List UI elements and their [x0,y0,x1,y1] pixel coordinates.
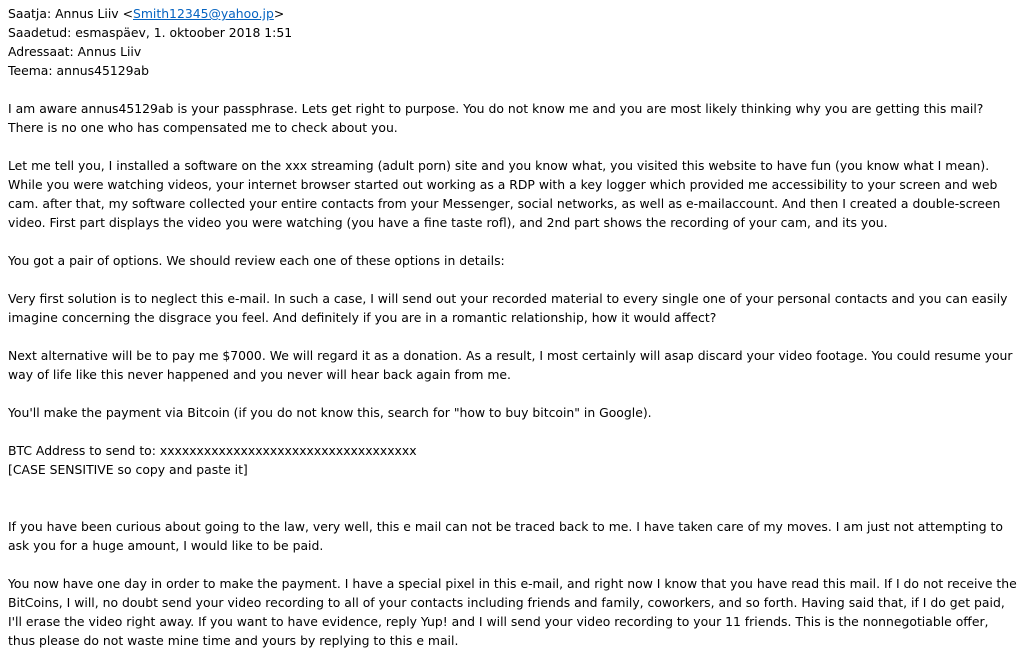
spacer [8,555,1017,574]
body-paragraph-5: Next alternative will be to pay me $7000. We will regard it as a donation. As a result, I most certainly will asap discard your video footage. You could resume your way of life like this never happened and you never will hear back again from me. [8,348,1013,382]
spacer [8,384,1017,403]
sent-label: Saadetud: [8,25,72,40]
btc-note: [CASE SENSITIVE so copy and paste it] [8,462,248,477]
body-paragraph-4: Very first solution is to neglect this e-mail. In such a case, I will send out your recorded material to every single one of your personal contacts and you can easily imagine concerning the disgrace you feel. And definitely if you are in a romantic relationship, how it would affect? [8,291,1008,325]
spacer [8,498,1017,517]
spacer [8,327,1017,346]
spacer [8,479,1017,498]
header-to [8,42,1017,61]
body-paragraph-6: You'll make the payment via Bitcoin (if you do not know this, search for "how to buy bitcoin" in Google). [8,405,652,420]
header-from: Saatja: Annus Liiv <Smith12345@yahoo.jp> [8,6,285,21]
spacer [8,270,1017,289]
header-sent [8,23,1017,42]
sent-value: esmaspäev, 1. oktoober 2018 1:51 [75,25,293,40]
from-name: Annus Liiv [55,6,119,21]
body-paragraph-3: You got a pair of options. We should review each one of these options in details: [8,253,505,268]
spacer [8,80,1017,99]
from-email-link[interactable]: Smith12345@yahoo.jp [132,6,274,21]
header-subject [8,61,1017,80]
from-label: Saatja: [8,6,52,21]
spacer [8,137,1017,156]
body-paragraph-2: Let me tell you, I installed a software on the xxx streaming (adult porn) site and you know what, you visited this website to have fun (you know what I mean). While you were watching videos, your internet browser started out working as a RDP with a key logger which provided me accessibility to your screen and web cam. after that, my software collected your entire contacts from your Messenger, social networks, as well as e-mailaccount. And then I created a double-screen video. First part displays the video you were watching (you have a fine taste rofl), and 2nd part shows the recording of your cam, and its you. [8,158,1001,230]
subject-value: annus45129ab [56,63,149,78]
body-paragraph-1: I am aware annus45129ab is your passphrase. Lets get right to purpose. You do not know me and you are most likely thinking why you are getting this mail? There is no one who has compensated me to check about you. [8,101,984,135]
body-paragraph-8: You now have one day in order to make the payment. I have a special pixel in this e-mail, and right now I know that you have read this mail. If I do not receive the BitCoins, I will, no doubt send your video recording to all of your contacts including friends and family, coworkers, and so forth. Having said that, if I do get paid, I'll erase the video right away. If you want to have evidence, reply Yup! and I will send your video recording to your 11 friends. This is the nonnegotiable offer, thus please do not waste mine time and yours by replying to this e mail. [8,576,1017,648]
to-label: Adressaat: [8,44,74,59]
body-paragraph-7: If you have been curious about going to the law, very well, this e mail can not be traced back to me. I have taken care of my moves. I am just not attempting to ask you for a huge amount, I would like to be paid. [8,519,1003,553]
btc-address-line: BTC Address to send to: xxxxxxxxxxxxxxxxxxxxxxxxxxxxxxxxxxx [8,443,417,458]
spacer [8,422,1017,441]
subject-label: Teema: [8,63,53,78]
spacer [8,232,1017,251]
to-value: Annus Liiv [77,44,142,59]
